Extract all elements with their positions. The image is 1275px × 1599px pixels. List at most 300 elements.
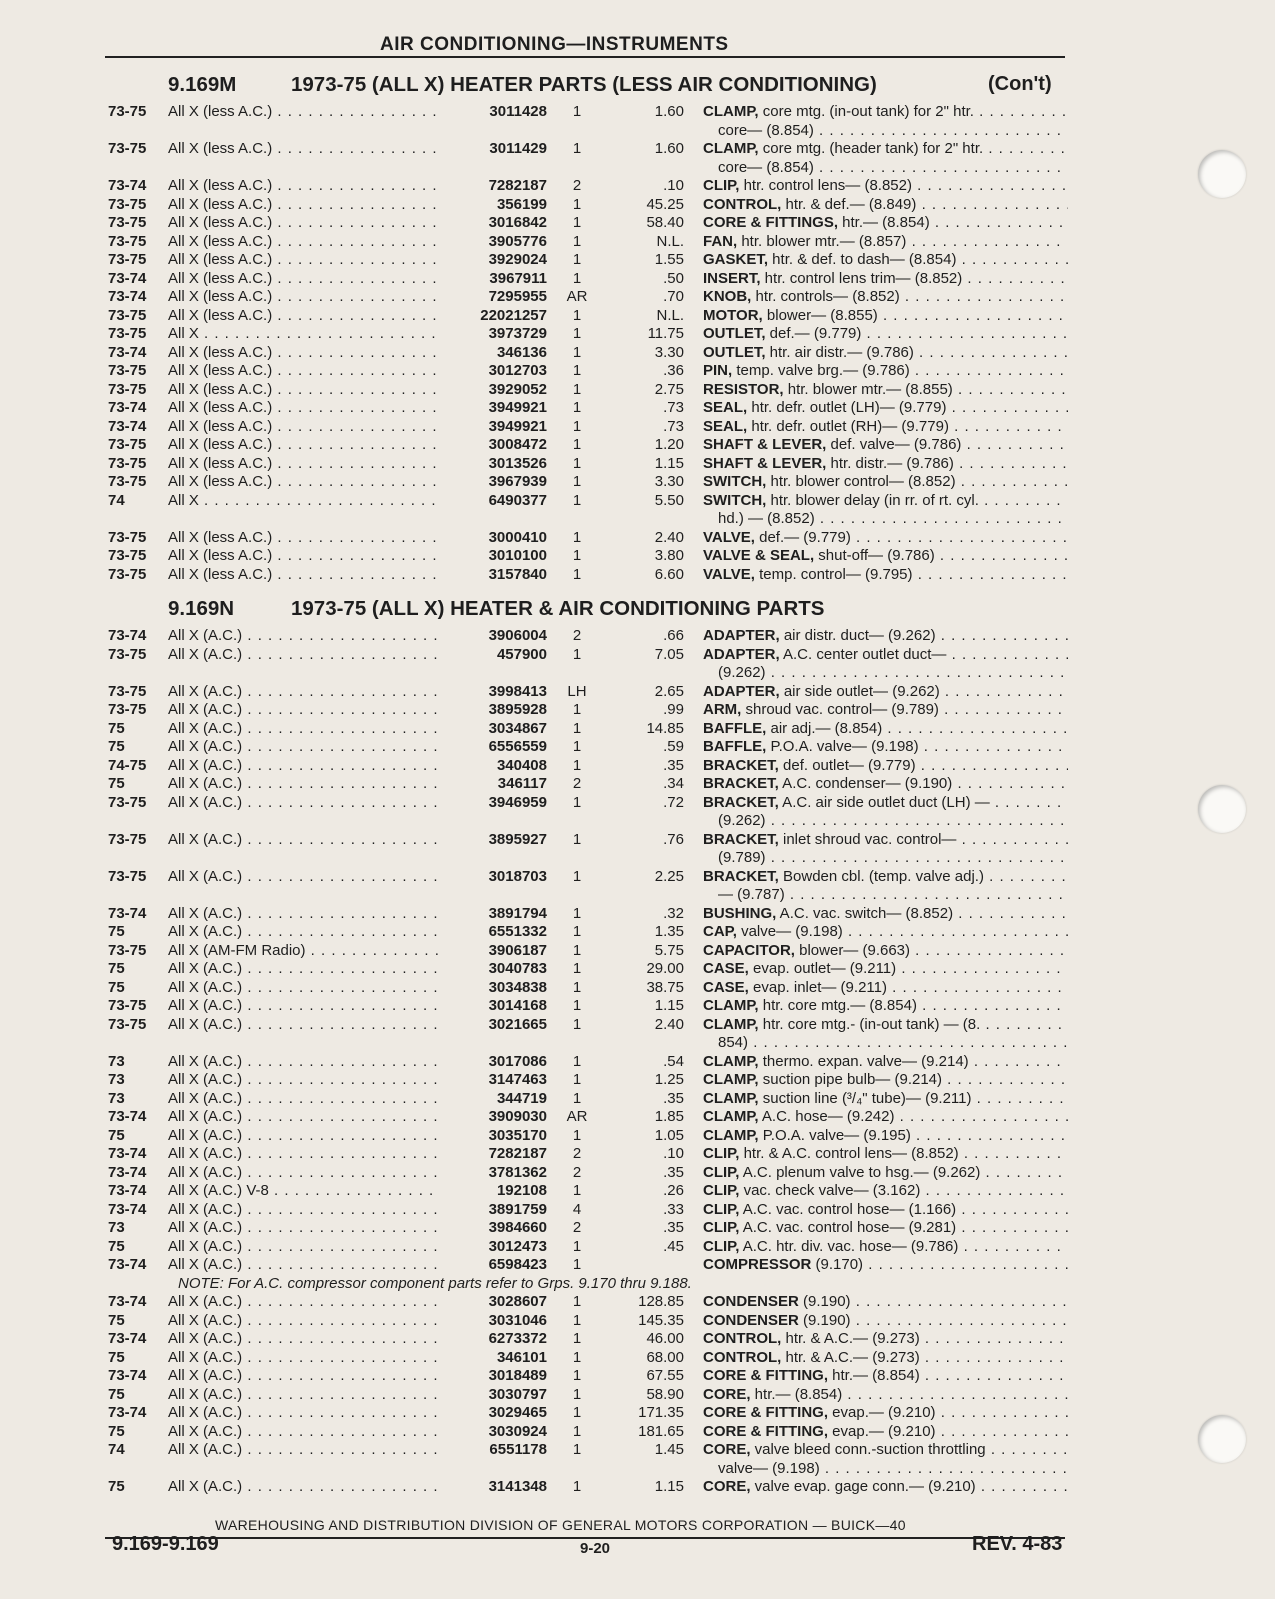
table-row [0,288,1275,306]
part-description [703,738,1068,756]
part-name: CORE, [703,1478,751,1495]
model-text: All X (AM-FM Radio) [168,941,306,959]
quantity: 2 [572,1145,582,1162]
part-description [703,455,1068,473]
quantity: 1 [572,1071,582,1088]
model-applicability [168,1182,440,1200]
part-detail: shroud vac. control— (9.789) [741,701,939,718]
part-name: CLAMP, [703,1089,759,1107]
model-applicability [168,1219,440,1237]
price: 1.15 [654,454,684,472]
model-year: 73-75 [108,547,147,564]
model-applicability [168,627,440,645]
part-description [703,233,1068,251]
price: 1.35 [654,923,684,940]
model-year: 73 [108,1089,125,1107]
part-description [703,251,1068,269]
part-number: 3781362 [488,1163,547,1181]
table-row [0,775,1275,793]
quantity: 1 [572,830,582,848]
price: .10 [663,177,684,194]
part-name: CLAMP, [703,103,759,120]
part-detail: htr. controls— (8.852) [751,288,900,305]
quantity: 1 [572,1256,582,1273]
part-name: CORE & FITTINGS, [703,214,838,231]
model-applicability [168,1108,440,1126]
model-applicability [168,997,440,1015]
part-description [703,344,1068,362]
table-row [0,418,1275,436]
part-description [703,757,1068,775]
part-number: 3147463 [488,1071,547,1088]
model-text: All X (less A.C.) [168,214,273,231]
model-year: 73-75 [108,362,147,379]
part-name: CLAMP, [703,1052,759,1070]
section-heading [168,597,824,621]
quantity: 1 [572,1052,582,1070]
table-row [0,1016,1275,1034]
table-row [0,399,1275,417]
model-applicability [168,1312,440,1330]
price: .76 [663,830,684,848]
model-applicability [168,103,440,121]
model-applicability [168,214,440,232]
part-description [703,627,1068,645]
model-applicability [168,529,440,547]
part-name: PIN, [703,362,733,379]
part-number: 3013526 [488,454,547,472]
price: .59 [663,738,684,755]
part-name: CAP, [703,923,737,940]
price: .33 [663,1200,684,1218]
model-year: 73-75 [108,565,147,583]
model-text: All X (less A.C.) [168,195,273,213]
model-year: 73-75 [108,140,147,157]
part-description [703,683,1068,701]
table-row [0,720,1275,738]
part-description [703,381,1068,399]
quantity: 1 [572,528,582,546]
quantity: 1 [572,1311,582,1329]
table-row-continuation [0,510,1275,528]
part-name: CORE, [703,1385,751,1403]
quantity: 4 [572,1200,582,1218]
table-row [0,103,1275,121]
part-description [703,1404,1068,1422]
section-note: NOTE: For A.C. compressor component parts refer to Grps. 9.170 thru 9.188. [178,1274,692,1292]
part-detail: htr. air distr.— (9.786) [765,343,914,361]
price: 3.80 [654,547,684,564]
model-text: All X (A.C.) [168,1422,243,1440]
quantity: 1 [572,1404,582,1421]
model-year: 73-75 [108,214,147,231]
price: 38.75 [646,978,684,996]
part-detail: htr. core mtg.- (in-out tank) — (8. [758,1015,981,1033]
model-text: All X (A.C.) [168,1052,243,1070]
part-description [703,288,1068,306]
table-row [0,1108,1275,1126]
part-name: CONDENSER [703,1311,799,1329]
part-name: VALVE & SEAL, [703,547,815,564]
part-detail: def.— (9.779) [765,325,862,342]
part-name: CONTROL, [703,1330,782,1347]
quantity: 1 [572,645,582,663]
table-row [0,473,1275,491]
part-description [703,418,1068,436]
part-number: 3018489 [488,1367,547,1384]
table-row [0,1367,1275,1385]
part-detail: temp. control— (9.795) [754,565,913,583]
model-applicability [168,831,440,849]
table-row [0,923,1275,941]
part-number: 6598423 [488,1256,547,1273]
price: 1.25 [654,1071,684,1088]
part-detail: valve bleed conn.-suction throttling [750,1441,986,1458]
price: .45 [663,1237,684,1255]
quantity: 1 [572,1089,582,1107]
model-applicability [168,455,440,473]
part-detail: valve evap. gage conn.— (9.210) [750,1478,976,1495]
model-text: All X (A.C.) [168,1293,243,1310]
part-detail: shut-off— (9.786) [814,547,935,564]
price: N.L. [656,306,684,324]
quantity: 1 [572,1422,582,1440]
model-applicability [168,270,440,288]
part-number: 3891794 [488,904,547,922]
table-row [0,1312,1275,1330]
model-year: 73-74 [108,399,147,416]
model-year: 75 [108,923,125,940]
model-text: All X (A.C.) [168,960,243,977]
part-detail: core mtg. (in-out tank) for 2" htr. [758,103,974,120]
part-number: 3906004 [488,627,547,644]
table-row [0,1127,1275,1145]
part-detail: A.C. center outlet duct— [779,645,947,663]
part-detail: A.C. vac. control hose— (9.281) [739,1219,957,1236]
model-applicability [168,757,440,775]
quantity: 1 [572,232,582,250]
table-row [0,1201,1275,1219]
part-detail: A.C. vac. control hose— (1.166) [739,1200,957,1218]
part-number: 3030797 [488,1385,547,1403]
table-row [0,436,1275,454]
part-name: RESISTOR, [703,380,784,398]
model-text: All X (A.C.) [168,1478,243,1495]
part-number: 3157840 [488,565,547,583]
part-description [703,399,1068,417]
model-text: All X (A.C.) [168,978,243,996]
part-name: MOTOR, [703,306,763,324]
price: 58.90 [646,1385,684,1403]
price: .35 [663,1089,684,1107]
part-name: FAN, [703,232,738,250]
model-text: All X (A.C.) [168,1348,243,1366]
model-applicability [168,418,440,436]
part-name: BAFFLE, [703,738,767,755]
model-text: All X (A.C.) [168,1219,243,1236]
price: .34 [663,775,684,792]
part-name: OUTLET, [703,343,766,361]
model-text: All X (less A.C.) [168,399,273,416]
table-row-continuation [0,664,1275,682]
model-year: 73-75 [108,103,147,120]
quantity: 1 [572,867,582,885]
part-description [703,775,1068,793]
part-name: CLAMP, [703,1126,759,1144]
part-number: 3040783 [488,960,547,977]
model-text: All X (A.C.) [168,1311,243,1329]
model-year: 73-75 [108,941,147,959]
part-detail: htr. blower control— (8.852) [766,473,956,490]
model-applicability [168,1090,440,1108]
table-row [0,492,1275,510]
part-detail: A.C. plenum valve to hsg.— (9.262) [739,1163,981,1181]
part-number: 3008472 [488,436,547,453]
part-description [703,868,1068,886]
part-number: 340408 [496,756,547,774]
quantity: 1 [572,380,582,398]
quantity: 1 [572,960,582,977]
part-name: SEAL, [703,399,748,416]
part-number: 6551332 [488,923,547,940]
model-text: All X (less A.C.) [168,454,273,472]
price: 171.35 [638,1404,684,1421]
part-detail: htr. defr. outlet (LH)— (9.779) [747,399,947,416]
model-text: All X (less A.C.) [168,565,273,583]
table-row [0,646,1275,664]
model-year: 75 [108,1422,125,1440]
quantity: 1 [572,491,582,509]
quantity: 2 [572,1219,582,1236]
part-detail: P.O.A. valve— (9.198) [766,738,919,755]
part-description [703,529,1068,547]
quantity: 1 [572,1367,582,1384]
price: .66 [663,627,684,644]
price: .70 [663,288,684,305]
model-applicability [168,923,440,941]
price: 1.05 [654,1126,684,1144]
table-row [0,627,1275,645]
model-year: 75 [108,1385,125,1403]
part-number: 3895927 [488,830,547,848]
part-description [703,103,1068,121]
part-name: CORE & FITTING, [703,1404,828,1421]
part-detail: htr. core mtg.— (8.854) [758,997,917,1014]
part-detail: inlet shroud vac. control— [778,830,957,848]
model-text: All X (A.C.) [168,645,243,663]
table-row [0,1164,1275,1182]
table-row [0,1293,1275,1311]
part-name: CASE, [703,978,749,996]
part-number: 3984660 [488,1219,547,1236]
part-detail: A.C. htr. div. vac. hose— (9.786) [739,1237,959,1255]
part-detail: htr. blower mtr.— (8.855) [783,380,953,398]
quantity: 1 [572,547,582,564]
model-year: 73-74 [108,904,147,922]
model-applicability [168,307,440,325]
part-number: 3973729 [488,325,547,342]
model-year: 73 [108,1052,125,1070]
part-detail: htr. & def.— (8.849) [781,195,917,213]
table-row [0,701,1275,719]
part-number: 3906187 [488,941,547,959]
section-number: 9.169N [168,597,235,620]
price: 14.85 [646,719,684,737]
part-description [703,1016,1068,1034]
part-detail: P.O.A. valve— (9.195) [758,1126,911,1144]
table-row [0,1238,1275,1256]
part-description [703,701,1068,719]
model-year: 73-74 [108,417,147,435]
model-applicability [168,381,440,399]
quantity: 1 [572,251,582,268]
part-name: BRACKET, [703,775,779,792]
price: 45.25 [646,195,684,213]
part-detail: htr.— (8.854) [838,214,930,231]
quantity: 1 [572,738,582,755]
model-text: All X (less A.C.) [168,269,273,287]
model-applicability [168,720,440,738]
model-applicability [168,701,440,719]
part-detail: blower— (9.663) [794,941,911,959]
part-name: CORE & FITTING, [703,1367,828,1384]
model-text: All X (less A.C.) [168,177,273,194]
model-text: All X (A.C.) [168,1163,243,1181]
part-number: 6556559 [488,738,547,755]
model-applicability [168,492,440,510]
quantity: 1 [572,1293,582,1310]
part-detail: air side outlet— (9.262) [779,682,940,700]
table-row [0,905,1275,923]
model-text: All X (A.C.) [168,775,243,792]
quantity: 1 [572,1385,582,1403]
model-year: 75 [108,719,125,737]
part-detail: def. valve— (9.786) [826,436,962,453]
part-name: BRACKET, [703,756,779,774]
part-description [703,997,1068,1015]
model-applicability [168,1256,440,1274]
part-name: CORE & FITTING, [703,1422,828,1440]
part-number: 6551178 [489,1441,547,1458]
footer-rule [105,1537,1065,1539]
model-applicability [168,960,440,978]
model-text: All X [168,491,199,509]
part-number: 3909030 [488,1108,547,1125]
model-year: 75 [108,1237,125,1255]
model-applicability [168,868,440,886]
part-detail-continued: core— (8.854) . . . [718,122,1068,140]
part-description [703,1441,1068,1459]
part-description [703,1201,1068,1219]
model-year: 75 [108,960,125,977]
model-year: 73 [108,1219,125,1236]
part-detail: core mtg. (header tank) for 2" htr. [758,140,984,157]
table-row [0,979,1275,997]
part-detail-continued: core— (8.854) . . . [718,159,1068,177]
price: 5.75 [654,941,684,959]
price: 2.75 [654,380,684,398]
section-heading [168,73,1052,97]
quantity: 1 [572,756,582,774]
model-year: 73-75 [108,380,147,398]
table-row [0,381,1275,399]
price: 3.30 [654,473,684,490]
part-number: 3949921 [488,399,547,416]
table-row-continuation [0,122,1275,140]
price: 1.20 [654,436,684,453]
model-text: All X (less A.C.) [168,251,273,268]
price: 145.35 [638,1311,684,1329]
part-detail: evap.— (9.210) [828,1404,936,1421]
price: 67.55 [646,1367,684,1384]
part-detail: A.C. air side outlet duct (LH) — [778,793,990,811]
part-number: 3021665 [488,1015,547,1033]
part-description [703,1053,1068,1071]
model-text: All X (A.C.) [168,1256,243,1273]
table-row [0,196,1275,214]
part-number: 346117 [497,775,547,792]
model-applicability [168,473,440,491]
model-year: 75 [108,738,125,755]
model-text: All X (A.C.) [168,627,243,644]
part-number: 457900 [496,645,547,663]
part-description [703,1293,1068,1311]
part-name: CLIP, [703,1237,740,1255]
model-applicability [168,942,440,960]
model-year: 73-74 [108,1182,147,1199]
quantity: 2 [572,1163,582,1181]
part-detail-continued: (9.262) . . . [718,664,1068,682]
price: .35 [663,1219,684,1236]
model-applicability [168,1127,440,1145]
part-name: COMPRESSOR [703,1256,812,1273]
part-detail: valve— (9.198) [736,923,843,940]
part-number: 3034867 [488,719,547,737]
part-name: OUTLET, [703,325,766,342]
price: 1.60 [654,103,684,120]
part-name: ADAPTER, [703,645,780,663]
model-year: 73-75 [108,997,147,1014]
model-applicability [168,979,440,997]
table-row [0,344,1275,362]
price: .35 [663,1163,684,1181]
model-year: 73-75 [108,436,147,453]
model-text: All X (A.C.) [168,904,243,922]
table-row [0,683,1275,701]
part-description [703,1312,1068,1330]
part-number: 3929052 [488,380,547,398]
model-text: All X (less A.C.) [168,232,273,250]
table-row [0,960,1275,978]
part-number: 3017086 [488,1052,547,1070]
part-number: 6273372 [488,1330,547,1347]
part-name: ARM, [703,701,742,718]
model-applicability [168,1053,440,1071]
model-text: All X (A.C.) [168,1126,243,1144]
table-row [0,1256,1275,1274]
model-applicability [168,1478,440,1496]
part-detail-continued: 854) . . . [718,1034,1068,1052]
model-applicability [168,1367,440,1385]
part-description [703,1238,1068,1256]
model-applicability [168,140,440,158]
model-applicability [168,344,440,362]
part-number: 3929024 [488,251,547,268]
model-text: All X (A.C.) [168,1108,243,1125]
part-description [703,492,1068,510]
model-applicability [168,1164,440,1182]
part-detail-continued: hd.) — (8.852) . . . [718,510,1068,528]
